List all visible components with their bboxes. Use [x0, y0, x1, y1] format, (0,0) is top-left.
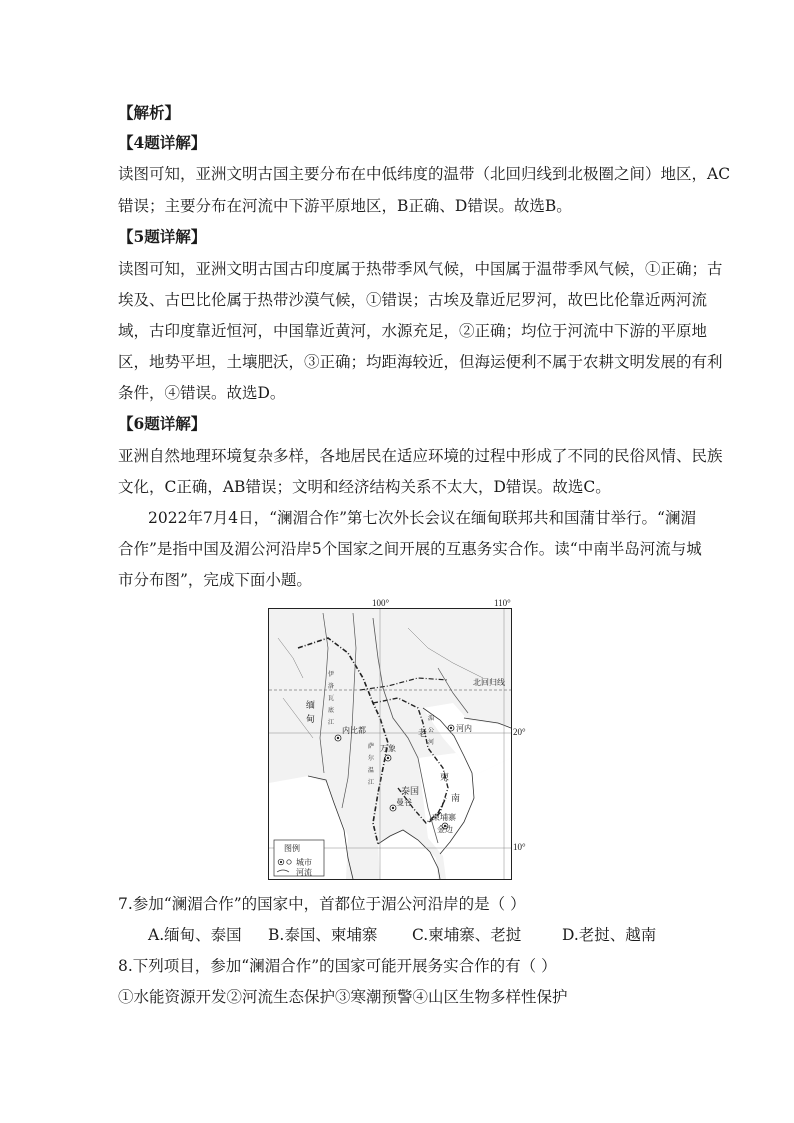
river-irrawaddy-5: 江 — [328, 720, 335, 726]
svg-text:图例: 图例 — [284, 844, 300, 853]
label-cambodia: 柬 — [440, 772, 450, 782]
label-laos: 老 — [418, 728, 428, 738]
map-lat-10: 10° — [513, 842, 526, 852]
map-lon-110: 110° — [494, 598, 511, 608]
label-vietnam: 南 — [451, 793, 461, 803]
svg-text:曼谷: 曼谷 — [396, 798, 412, 807]
svg-text:河内: 河内 — [456, 724, 472, 733]
map-lat-20: 20° — [513, 727, 526, 737]
q5-heading: 【5题详解】 — [118, 227, 207, 246]
svg-text:柬埔寨: 柬埔寨 — [432, 813, 456, 822]
q8-items: ①水能资源开发②河流生态保护③寒潮预警④山区生物多样性保护 — [118, 988, 568, 1006]
label-thailand: 泰国 — [401, 786, 420, 796]
river-irrawaddy-4: 底 — [328, 708, 335, 714]
indochina-map — [268, 608, 512, 880]
q7-option-a: A.缅甸、泰国 — [148, 926, 242, 944]
svg-text:内比都: 内比都 — [342, 726, 366, 735]
q5-line-1: 读图可知，亚洲文明古国古印度属于热带季风气候，中国属于温带季风气候，①正确；古 — [118, 260, 723, 278]
q6-heading: 【6题详解】 — [118, 414, 207, 433]
q7-option-b: B.泰国、柬埔寨 — [268, 926, 378, 944]
q4-line-2: 错误；主要分布在河流中下游平原地区，B正确、D错误。故选B。 — [118, 197, 572, 215]
label-myanmar-1: 缅 — [306, 700, 316, 710]
river-salween-3: 温 — [368, 768, 375, 774]
river-irrawaddy-2: 洛 — [328, 684, 335, 690]
intro-line-1: 2022年7月4日，“澜湄合作”第七次外长会议在缅甸联邦共和国蒲甘举行。“澜湄 — [148, 509, 696, 527]
q4-heading: 【4题详解】 — [118, 133, 207, 152]
svg-text:城市: 城市 — [296, 858, 312, 867]
q5-line-4: 区，地势平坦，土壤肥沃，③正确；均距海较近，但海运便利不属于农耕文明发展的有利 — [118, 353, 723, 371]
river-mekong-3: 河 — [428, 740, 435, 746]
intro-line-2: 合作”是指中国及湄公河沿岸5个国家之间开展的互惠务实合作。读“中南半岛河流与城 — [118, 540, 702, 558]
q7-option-d: D.老挝、越南 — [562, 926, 657, 944]
q7-option-c: C.柬埔寨、老挝 — [412, 926, 522, 944]
q5-line-2: 埃及、古巴比伦属于热带沙漠气候，①错误；古埃及靠近尼罗河，故巴比伦靠近两河流 — [118, 291, 708, 309]
river-salween-4: 江 — [368, 780, 375, 786]
svg-text:金边: 金边 — [437, 825, 453, 834]
q7-stem: 7.参加“澜湄合作”的国家中，首都位于湄公河沿岸的是（ ） — [118, 895, 526, 913]
svg-text:河流: 河流 — [296, 868, 312, 877]
map-lon-100: 100° — [372, 598, 390, 608]
river-mekong-1: 湄 — [428, 716, 435, 722]
label-myanmar-2: 甸 — [306, 714, 316, 724]
river-irrawaddy-1: 伊 — [328, 672, 335, 678]
river-mekong-2: 公 — [428, 728, 435, 734]
tropic-label: 北回归线 — [473, 678, 505, 687]
river-salween-1: 萨 — [368, 744, 375, 750]
q8-stem: 8.下列项目，参加“澜湄合作”的国家可能开展务实合作的有（ ） — [118, 957, 557, 975]
q4-line-1: 读图可知，亚洲文明古国主要分布在中低纬度的温带（北回归线到北极圈之间）地区，AC — [118, 165, 731, 183]
q5-line-5: 条件，④错误。故选D。 — [118, 384, 286, 402]
map-legend — [274, 840, 324, 877]
q5-line-3: 域，古印度靠近恒河，中国靠近黄河，水源充足，②正确；均位于河流中下游的平原地 — [118, 322, 708, 340]
section-title: 【解析】 — [118, 103, 181, 122]
q6-line-1: 亚洲自然地理环境复杂多样，各地居民在适应环境的过程中形成了不同的民俗风情、民族 — [118, 447, 723, 465]
river-irrawaddy-3: 瓦 — [328, 696, 335, 702]
svg-text:万象: 万象 — [380, 744, 396, 753]
intro-line-3: 市分布图”，完成下面小题。 — [118, 571, 312, 589]
river-salween-2: 尔 — [368, 756, 375, 762]
q6-line-2: 文化，C正确，AB错误；文明和经济结构关系不太大，D错误。故选C。 — [118, 478, 611, 496]
